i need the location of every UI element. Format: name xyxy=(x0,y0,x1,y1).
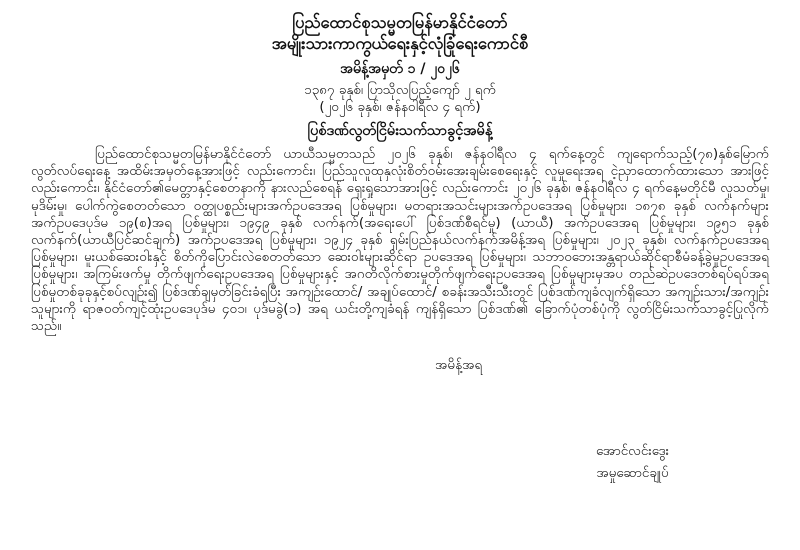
date-myanmar-calendar: ၁၃၈၇ ခုနှစ်၊ ပြာသိုလပြည့်ကျော် ၂ ရက် xyxy=(303,82,497,98)
document-header xyxy=(0,12,800,140)
order-number: အမိန့်အမှတ် ၁ / ၂၀၂၆ xyxy=(340,61,460,77)
state-title: ပြည်ထောင်စုသမ္မတမြန်မာနိုင်ငံတော် xyxy=(292,13,508,32)
by-order-label: အမိန့်အရ xyxy=(435,357,483,374)
signature-block xyxy=(565,443,700,482)
order-body-paragraph: ပြည်ထောင်စုသမ္မတမြန်မာနိုင်ငံတော် ယာယီသမ္မတသည် ၂၀၂၆ ခုနှစ်၊ ဇန်နဝါရီလ ၄ ရက်နေ့တွင် ကျရောက်သည့်(၇၈)နှစ်မြောက် လွတ်လပ်ရေးနေ့ အထိမ်းအမှတ်နေ့အားဖြင့် လည်းကောင်း၊ ပြည်သူလူထုနှလုံးစိတ်ဝမ်းအေးချမ်းစေရေးနှင့် လူမှုရေးအရ ငဲ့ညှာထောက်ထားသော အားဖြင့်လည်းကောင်း၊ နိုင်ငံတော်၏မေတ္တာနှင့်စေတနာကို နားလည်စေရန် ရှေးရှုသောအားဖြင့် လည်းကောင်း ၂၀၂၆ ခုနှစ်၊ ဇန်နဝါရီလ ၄ ရက်နေ့မတိုင်မီ လူသတ်မှု၊ မုဒိမ်းမှု၊ ပေါက်ကွဲစေတတ်သော ဝတ္ထုပစ္စည်းများအက်ဥပဒေအရ ပြစ်မှုများ၊ မတရားအသင်းများအက်ဥပဒေအရ ပြစ်မှုများ၊ ၁၈၇၈ ခုနှစ် လက်နက်များအက်ဥပဒေပုဒ်မ ၁၉(စ)အရ ပြစ်မှုများ၊ ၁၉၄၉ ခုနှစ် လက်နက်(အရေးပေါ် ပြစ်ဒဏ်စီရင်မှု) (ယာယီ) အက်ဥပဒေအရ ပြစ်မှုများ၊ ၁၉၅၁ ခုနှစ် လက်နက်(ယာယီပြင်ဆင်ချက်) အက်ဥပဒေအရ ပြစ်မှုများ၊ ၁၉၂၄ ခုနှစ် ရှမ်းပြည်နယ်လက်နက်အမိန့်အရ ပြစ်မှုများ၊ ၂၀၂၃ ခုနှစ်၊ လက်နက်ဥပဒေအရ ပြစ်မှုများ၊ မူးယစ်ဆေးဝါးနှင့် စိတ်ကိုပြောင်းလဲစေတတ်သော ဆေးဝါးများဆိုင်ရာ ဥပဒေအရ ပြစ်မှုများ၊ သဘာဝဘေးအန္တရာယ်ဆိုင်ရာစီမံခန့်ခွဲမှုဥပဒေအရ ပြစ်မှုများ၊ အကြမ်းဖက်မှု တိုက်ဖျက်ရေးဥပဒေအရ ပြစ်မှုများနှင့် အဂတိလိုက်စားမှုတိုက်ဖျက်ရေးဥပဒေအရ ပြစ်မှုများမှအပ တည်ဆဲဥပဒေတစ်ရပ်ရပ်အရ ပြစ်မှုတစ်ခုခုနှင့်စပ်လျဉ်း၍ ပြစ်ဒဏ်ချမှတ်ခြင်းခံရပြီး အကျဉ်းထောင်/ အချုပ်ထောင်/ စခန်းအသီးသီးတွင် ပြစ်ဒဏ်ကျခံလျက်ရှိသော အကျဉ်းသား/အကျဉ်းသူများကို ရာဇဝတ်ကျင့်ထုံးဥပဒေပုဒ်မ ၄၀၁၊ ပုဒ်မခွဲ(၁) အရ ယင်းတို့ကျခံရန် ကျန်ရှိသော ပြစ်ဒဏ်၏ ခြောက်ပုံတစ်ပုံကို လွတ်ငြိမ်းသက်သာခွင့်ပြုလိုက်သည်။ xyxy=(31,146,769,335)
council-title: အမျိုးသားကာကွယ်ရေးနှင့်လုံခြုံရေးကောင်စီ xyxy=(271,34,529,53)
signatory-name: အောင်လင်းဒွေး xyxy=(595,443,670,459)
signatory-title: အမှုဆောင်ချုပ် xyxy=(596,465,669,481)
date-gregorian: (၂၀၂၆ ခုနှစ်၊ ဇန်နဝါရီလ ၄ ရက်) xyxy=(319,99,481,115)
document-title: ပြစ်ဒဏ်လွတ်ငြိမ်းသက်သာခွင့်အမိန့် xyxy=(307,123,493,139)
